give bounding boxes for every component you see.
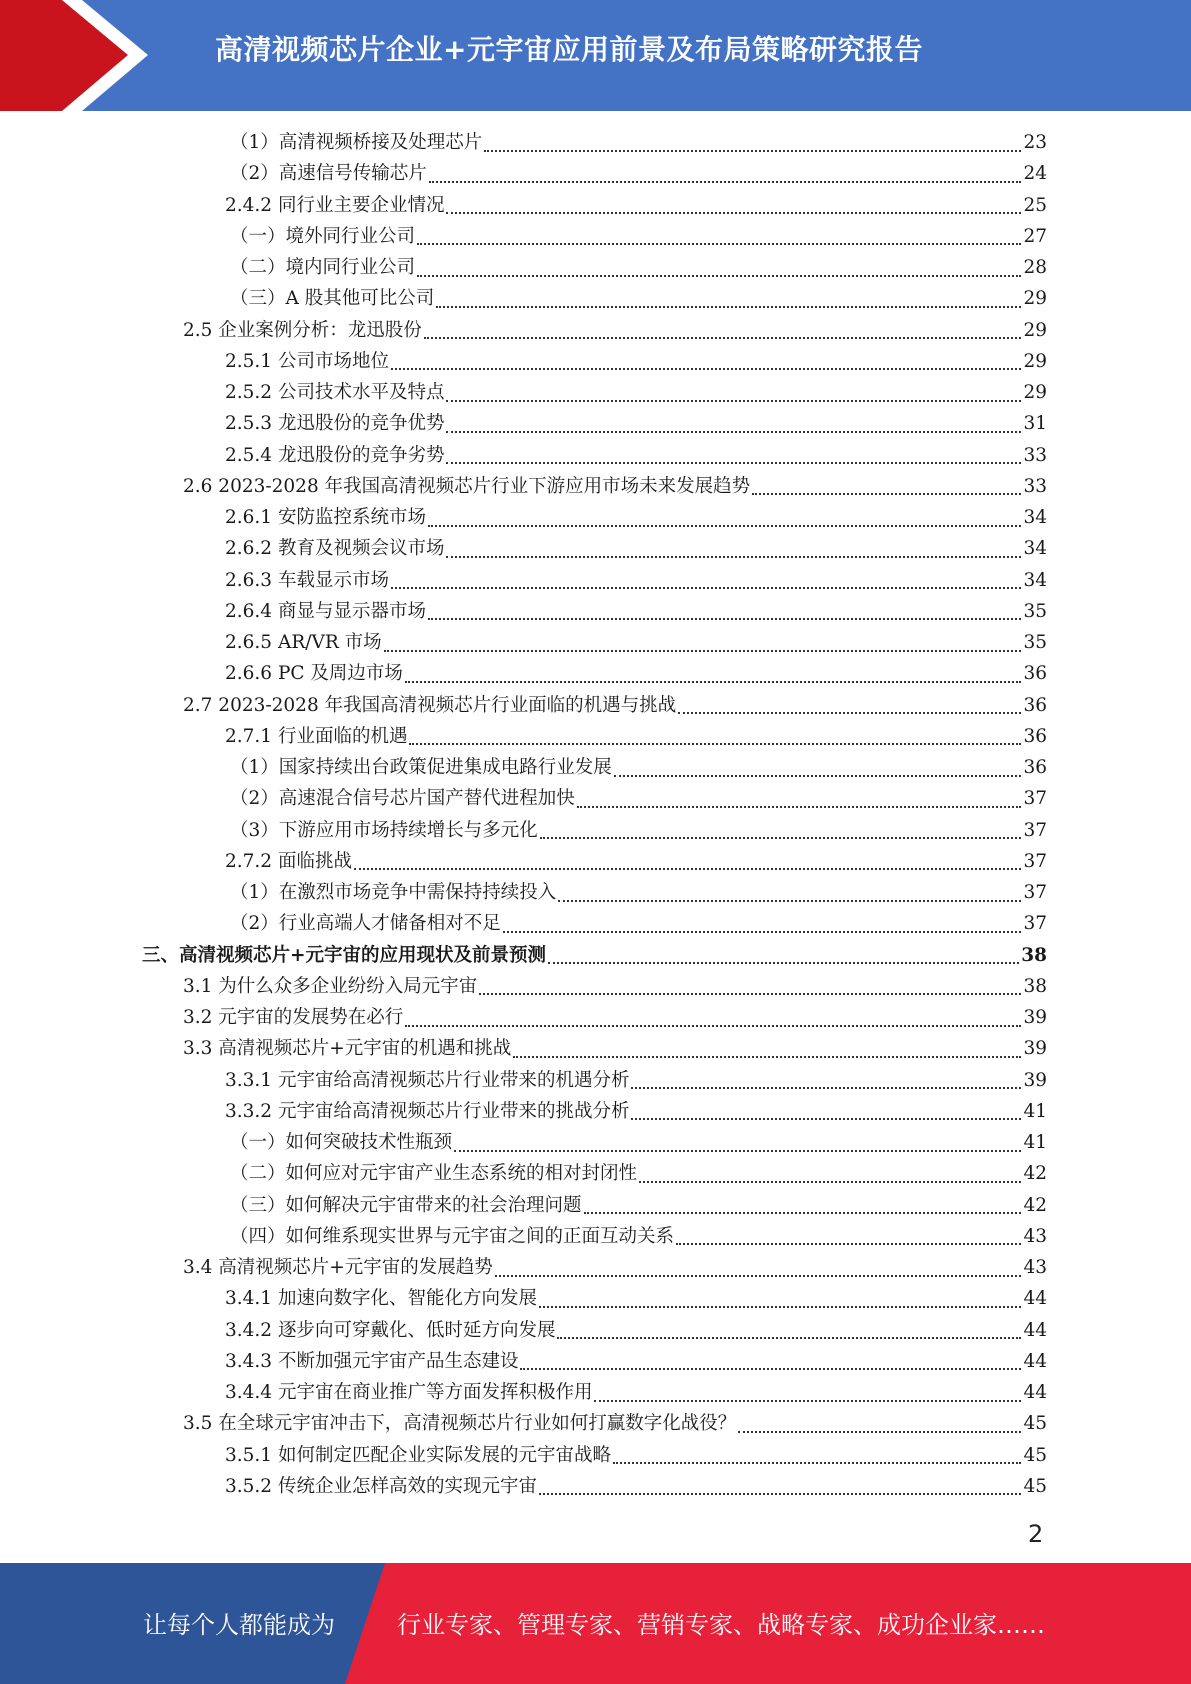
- report-title: 高清视频芯片企业+元宇宙应用前景及布局策略研究报告: [215, 33, 923, 66]
- toc-entry-label: 2.6.2 教育及视频会议市场: [225, 538, 445, 560]
- toc-entry[interactable]: [183, 690, 1047, 721]
- toc-entry[interactable]: [230, 283, 1047, 314]
- toc-entry-label: 2.5.2 公司技术水平及特点: [225, 382, 445, 403]
- toc-entry-label: 2.7 2023-2028 年我国高清视频芯片行业面临的机遇与挑战: [183, 694, 677, 716]
- toc-dot-leader: [428, 618, 1021, 620]
- toc-entry-label: （2）行业高端人才储备相对不足: [230, 913, 501, 935]
- toc-entry-page: 35: [1023, 600, 1047, 622]
- toc-entry[interactable]: [230, 752, 1047, 783]
- toc-entry-page: 45: [1023, 1475, 1047, 1497]
- toc-entry-label: （一）境外同行业公司: [230, 225, 416, 247]
- toc-entry-label: 3.3 高清视频芯片+元宇宙的机遇和挑战: [183, 1038, 512, 1060]
- toc-entry-page: 25: [1023, 194, 1047, 216]
- toc-dot-leader: [631, 1118, 1021, 1120]
- toc-dot-leader: [577, 806, 1022, 808]
- toc-entry[interactable]: [183, 471, 1047, 502]
- toc-entry-page: 31: [1023, 413, 1047, 435]
- toc-entry-label: 2.6.3 车载显示市场: [225, 569, 389, 591]
- toc-entry[interactable]: [225, 565, 1047, 596]
- toc-entry-page: 44: [1023, 1319, 1047, 1341]
- toc-entry-label: （3）下游应用市场持续增长与多元化: [230, 819, 538, 841]
- toc-dot-leader: [428, 525, 1021, 527]
- toc-entry[interactable]: [230, 252, 1047, 283]
- toc-entry[interactable]: [225, 721, 1047, 752]
- toc-entry[interactable]: [225, 1471, 1047, 1502]
- toc-entry-page: 36: [1023, 663, 1047, 685]
- toc-entry-label: 2.6.6 PC 及周边市场: [225, 663, 403, 685]
- toc-entry-label: 3.4.4 元宇宙在商业推广等方面发挥积极作用: [225, 1382, 593, 1403]
- toc-entry-page: 43: [1023, 1257, 1047, 1278]
- toc-dot-leader: [613, 1462, 1021, 1464]
- toc-dot-leader: [417, 275, 1021, 277]
- toc-dot-leader: [391, 587, 1021, 589]
- toc-entry-page: 44: [1023, 1382, 1047, 1403]
- toc-entry-label: （二）境内同行业公司: [230, 257, 416, 278]
- toc-entry[interactable]: [225, 533, 1047, 564]
- toc-entry[interactable]: [225, 1283, 1047, 1314]
- toc-dot-leader: [454, 1150, 1021, 1152]
- toc-entry-label: 3.5.1 如何制定匹配企业实际发展的元宇宙战略: [225, 1444, 611, 1466]
- toc-entry-label: 三、高清视频芯片+元宇宙的应用现状及前景预测: [142, 944, 547, 966]
- toc-entry-page: 27: [1023, 225, 1047, 247]
- toc-entry-page: 44: [1023, 1350, 1047, 1372]
- toc-entry[interactable]: [225, 1377, 1047, 1408]
- toc-entry-label: 2.5 企业案例分析：龙迅股份: [183, 319, 422, 341]
- toc-entry[interactable]: [183, 1033, 1047, 1064]
- report-footer: [0, 1563, 1191, 1684]
- toc-dot-leader: [446, 400, 1021, 402]
- toc-dot-leader: [678, 712, 1021, 714]
- toc-entry-label: 3.3.2 元宇宙给高清视频芯片行业带来的挑战分析: [225, 1100, 630, 1122]
- toc-entry[interactable]: [183, 1408, 1047, 1439]
- toc-dot-leader: [676, 1243, 1021, 1245]
- toc-entry-label: 3.4.2 逐步向可穿戴化、低时延方向发展: [225, 1319, 556, 1341]
- toc-entry-label: 2.7.1 行业面临的机遇: [225, 725, 408, 747]
- toc-entry-label: 2.5.3 龙迅股份的竞争优势: [225, 413, 445, 435]
- footer-slogan-left: 让每个人都能成为: [143, 1611, 335, 1639]
- toc-entry[interactable]: [230, 1190, 1047, 1221]
- toc-dot-leader: [752, 493, 1021, 495]
- toc-dot-leader: [354, 868, 1022, 870]
- toc-entry-page: 37: [1023, 913, 1047, 935]
- toc-dot-leader: [584, 1212, 1022, 1214]
- toc-entry-label: 3.4.1 加速向数字化、智能化方向发展: [225, 1288, 537, 1310]
- toc-dot-leader: [639, 1181, 1021, 1183]
- toc-entry-page: 42: [1023, 1194, 1047, 1216]
- toc-entry[interactable]: [225, 408, 1047, 439]
- toc-dot-leader: [384, 650, 1022, 652]
- toc-dot-leader: [558, 900, 1021, 902]
- toc-entry[interactable]: [225, 377, 1047, 408]
- toc-entry-page: 38: [1023, 975, 1047, 997]
- toc-dot-leader: [540, 837, 1022, 839]
- toc-entry-page: 43: [1023, 1225, 1047, 1247]
- toc-entry-label: 2.4.2 同行业主要企业情况: [225, 194, 445, 216]
- toc-entry[interactable]: [225, 627, 1047, 658]
- toc-entry[interactable]: [225, 1440, 1047, 1471]
- toc-entry-page: 36: [1023, 757, 1047, 778]
- toc-entry-page: 38: [1021, 944, 1047, 966]
- toc-dot-leader: [594, 1400, 1021, 1402]
- toc-entry-page: 45: [1023, 1444, 1047, 1466]
- toc-entry-page: 29: [1023, 319, 1047, 341]
- toc-entry-label: 3.4 高清视频芯片+元宇宙的发展趋势: [183, 1257, 493, 1278]
- toc-entry-page: 29: [1023, 350, 1047, 372]
- toc-dot-leader: [557, 1337, 1021, 1339]
- toc-dot-leader: [391, 368, 1021, 370]
- toc-entry[interactable]: [230, 1127, 1047, 1158]
- toc-entry[interactable]: [225, 658, 1047, 689]
- toc-entry[interactable]: [230, 127, 1047, 158]
- toc-dot-leader: [446, 212, 1021, 214]
- toc-dot-leader: [520, 1368, 1021, 1370]
- toc-dot-leader: [417, 243, 1021, 245]
- toc-entry-label: 3.5.2 传统企业怎样高效的实现元宇宙: [225, 1475, 537, 1497]
- toc-dot-leader: [484, 150, 1021, 152]
- toc-entry-label: 3.2 元宇宙的发展势在必行: [183, 1007, 404, 1028]
- toc-dot-leader: [424, 337, 1022, 339]
- report-header: [0, 0, 1191, 111]
- toc-entry-page: 37: [1023, 788, 1047, 810]
- toc-entry-label: 3.3.1 元宇宙给高清视频芯片行业带来的机遇分析: [225, 1069, 630, 1091]
- toc-entry-page: 45: [1023, 1413, 1047, 1435]
- toc-entry[interactable]: [183, 1002, 1047, 1033]
- toc-entry-page: 41: [1023, 1100, 1047, 1122]
- toc-dot-leader: [503, 931, 1022, 933]
- toc-entry[interactable]: [183, 315, 1047, 346]
- toc-entry[interactable]: [225, 1346, 1047, 1377]
- toc-entry[interactable]: [225, 846, 1047, 877]
- toc-dot-leader: [539, 1306, 1021, 1308]
- toc-entry-page: 42: [1023, 1163, 1047, 1185]
- toc-entry[interactable]: [225, 502, 1047, 533]
- toc-dot-leader: [405, 681, 1022, 683]
- toc-entry[interactable]: [225, 190, 1047, 221]
- toc-entry-label: 3.4.3 不断加强元宇宙产品生态建设: [225, 1350, 519, 1372]
- toc-dot-leader: [539, 1493, 1021, 1495]
- toc-entry[interactable]: [225, 440, 1047, 471]
- toc-entry[interactable]: [230, 908, 1047, 939]
- toc-entry-label: （二）如何应对元宇宙产业生态系统的相对封闭性: [230, 1163, 638, 1185]
- toc-entry-page: 36: [1023, 725, 1047, 747]
- toc-entry-label: 2.6.1 安防监控系统市场: [225, 507, 426, 528]
- toc-dot-leader: [614, 775, 1022, 777]
- toc-entry-page: 29: [1023, 288, 1047, 310]
- toc-entry-page: 37: [1023, 882, 1047, 903]
- footer-slogan-right: 行业专家、管理专家、营销专家、战略专家、成功企业家……: [397, 1611, 1045, 1639]
- toc-entry-page: 37: [1023, 850, 1047, 872]
- toc-entry[interactable]: [230, 221, 1047, 252]
- toc-dot-leader: [548, 962, 1019, 964]
- toc-entry-page: 36: [1023, 694, 1047, 716]
- toc-dot-leader: [513, 1056, 1021, 1058]
- toc-entry-label: （2）高速信号传输芯片: [230, 163, 427, 185]
- toc-dot-leader: [446, 431, 1021, 433]
- toc-entry[interactable]: [230, 783, 1047, 814]
- toc-entry-label: （一）如何突破技术性瓶颈: [230, 1132, 453, 1153]
- toc-entry-label: （1）高清视频桥接及处理芯片: [230, 132, 483, 153]
- header-arrow-decoration: [0, 0, 160, 111]
- toc-entry[interactable]: [225, 1096, 1047, 1127]
- toc-entry[interactable]: [230, 158, 1047, 189]
- toc-entry-page: 28: [1023, 257, 1047, 278]
- toc-entry[interactable]: [142, 940, 1047, 971]
- toc-entry-page: 29: [1023, 382, 1047, 403]
- toc-entry[interactable]: [230, 1221, 1047, 1252]
- toc-dot-leader: [429, 181, 1022, 183]
- toc-dot-leader: [446, 462, 1021, 464]
- toc-entry-page: 39: [1023, 1038, 1047, 1060]
- toc-entry[interactable]: [183, 1252, 1047, 1283]
- toc-entry[interactable]: [230, 815, 1047, 846]
- toc-entry-page: 39: [1023, 1007, 1047, 1028]
- toc-dot-leader: [495, 1275, 1022, 1277]
- toc-dot-leader: [436, 306, 1021, 308]
- toc-entry-page: 33: [1023, 444, 1047, 466]
- toc-entry-label: 2.6.4 商显与显示器市场: [225, 600, 426, 622]
- toc-entry-page: 39: [1023, 1069, 1047, 1091]
- toc-entry-page: 23: [1023, 132, 1047, 153]
- toc-entry-label: 3.1 为什么众多企业纷纷入局元宇宙: [183, 975, 478, 997]
- toc-dot-leader: [738, 1431, 1021, 1433]
- toc-entry-page: 34: [1023, 569, 1047, 591]
- toc-entry-label: （1）在激烈市场竞争中需保持持续投入: [230, 882, 557, 903]
- toc-entry-page: 34: [1023, 507, 1047, 528]
- toc-entry[interactable]: [225, 596, 1047, 627]
- toc-entry[interactable]: [230, 1158, 1047, 1189]
- toc-entry-label: （四）如何维系现实世界与元宇宙之间的正面互动关系: [230, 1225, 675, 1247]
- toc-entry-page: 35: [1023, 632, 1047, 653]
- toc-entry-label: 2.6.5 AR/VR 市场: [225, 632, 382, 653]
- toc-entry-label: （2）高速混合信号芯片国产替代进程加快: [230, 788, 575, 810]
- toc-entry-label: （三）A 股其他可比公司: [230, 288, 435, 310]
- toc-entry-label: 3.5 在全球元宇宙冲击下，高清视频芯片行业如何打赢数字化战役？: [183, 1413, 737, 1435]
- toc-entry-label: 2.5.4 龙迅股份的竞争劣势: [225, 444, 445, 466]
- toc-dot-leader: [405, 1025, 1021, 1027]
- page-number: 2: [1028, 1520, 1044, 1548]
- toc-entry-label: （三）如何解决元宇宙带来的社会治理问题: [230, 1194, 582, 1216]
- toc-entry[interactable]: [225, 1315, 1047, 1346]
- toc-dot-leader: [631, 1087, 1021, 1089]
- toc-entry-label: 2.5.1 公司市场地位: [225, 350, 389, 372]
- toc-entry-page: 33: [1023, 475, 1047, 497]
- toc-entry-page: 34: [1023, 538, 1047, 560]
- toc-entry-page: 44: [1023, 1288, 1047, 1310]
- toc-entry-page: 37: [1023, 819, 1047, 841]
- toc-entry-label: 2.6 2023-2028 年我国高清视频芯片行业下游应用市场未来发展趋势: [183, 475, 751, 497]
- toc-entry[interactable]: [225, 346, 1047, 377]
- toc-dot-leader: [409, 743, 1021, 745]
- toc-entry[interactable]: [230, 877, 1047, 908]
- toc-dot-leader: [446, 556, 1021, 558]
- toc-dot-leader: [479, 993, 1021, 995]
- toc-entry-label: （1）国家持续出台政策促进集成电路行业发展: [230, 757, 612, 778]
- toc-entry[interactable]: [225, 1065, 1047, 1096]
- toc-entry-page: 24: [1023, 163, 1047, 185]
- toc-entry[interactable]: [183, 971, 1047, 1002]
- toc-entry-page: 41: [1023, 1132, 1047, 1153]
- toc-entry-label: 2.7.2 面临挑战: [225, 850, 352, 872]
